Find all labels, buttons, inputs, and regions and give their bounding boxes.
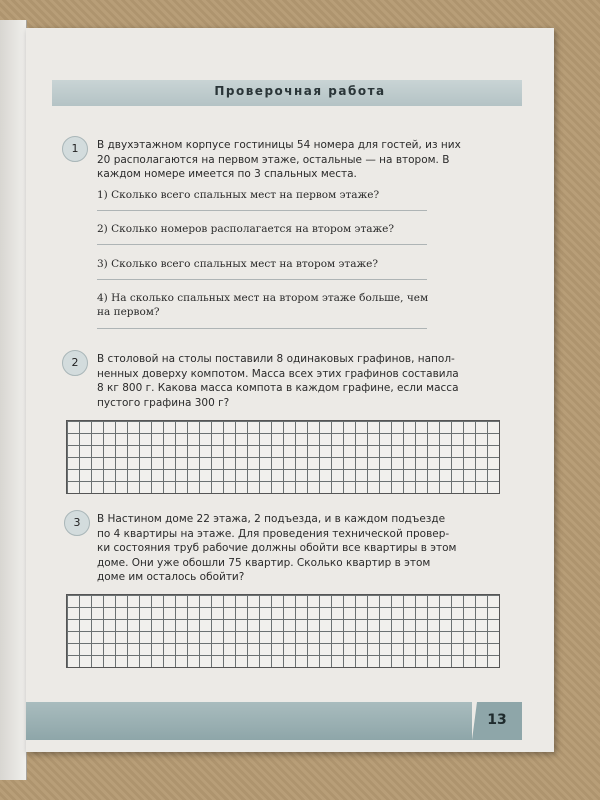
footer-banner <box>26 702 472 740</box>
task-number-2: 2 <box>62 350 88 376</box>
task-3-line: доме. Они уже обошли 75 квартир. Сколько квартир в этом <box>97 556 431 569</box>
task-2-text <box>97 352 501 410</box>
task-2-line: В столовой на столы поставили 8 одинаковых графинов, напол- <box>97 353 455 365</box>
task-1-line: каждом номере имеется по 3 спальных места. <box>97 168 357 180</box>
question-1-4: 4) На сколько спальных мест на втором этаже больше, чем <box>97 292 429 304</box>
answer-line <box>97 210 427 211</box>
question-1-4-cont: на первом? <box>97 306 160 318</box>
task-3-line: ки состояния труб рабочие должны обойти все квартиры в этом <box>97 542 457 554</box>
task-3-line: доме им осталось обойти? <box>97 571 245 583</box>
page-number: 13 <box>487 712 507 728</box>
task-1-text <box>97 138 501 182</box>
task-3-text <box>97 512 501 585</box>
answer-line <box>97 279 427 280</box>
task-number-1: 1 <box>62 136 88 162</box>
answer-line <box>97 244 427 245</box>
task-3-line: В Настином доме 22 этажа, 2 подъезда, и в каждом подъезде <box>97 513 446 525</box>
task-2-line: пустого графина 300 г? <box>97 396 230 409</box>
task-number-3: 3 <box>64 510 90 536</box>
question-1-3: 3) Сколько всего спальных мест на втором этаже? <box>97 258 378 270</box>
question-1-2: 2) Сколько номеров располагается на втором этаже? <box>97 223 395 235</box>
task-2-line: ненных доверху компотом. Масса всех этих графинов составила <box>97 367 459 380</box>
page-title: Проверочная работа <box>214 84 386 98</box>
task-1-line: 20 располагаются на первом этаже, остальные — на втором. В <box>97 153 450 166</box>
task-1-line: В двухэтажном корпусе гостиницы 54 номера для гостей, из них <box>97 139 461 151</box>
task-3-line: по 4 квартиры на этаже. Для проведения технической провер- <box>97 527 450 540</box>
question-1-1: 1) Сколько всего спальных мест на первом этаже? <box>97 189 380 201</box>
answer-line <box>97 328 427 329</box>
answer-grid-2[interactable] <box>66 420 500 494</box>
answer-grid-3[interactable] <box>66 594 500 668</box>
adjacent-page-edge <box>0 20 27 780</box>
task-2-line: 8 кг 800 г. Какова масса компота в каждом графине, если масса <box>97 382 459 394</box>
